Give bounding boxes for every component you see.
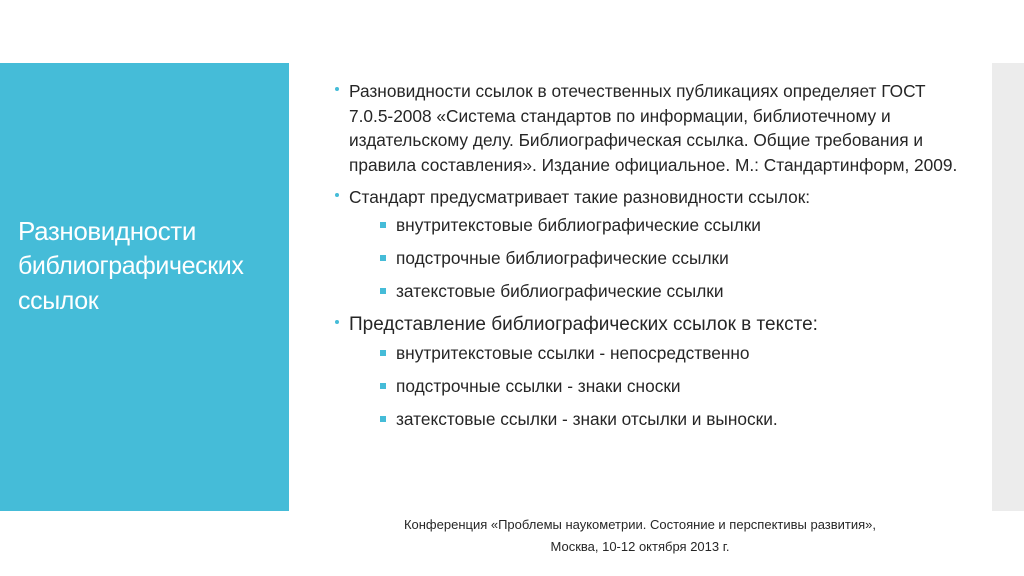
slide-title xyxy=(18,214,286,319)
sub-item-text: затекстовые ссылки - знаки отсылки и выноски. xyxy=(396,408,778,429)
square-bullet-icon xyxy=(380,416,386,422)
sub-item xyxy=(334,374,974,398)
sub-item-text: затекстовые библиографические ссылки xyxy=(396,280,724,301)
square-bullet-icon xyxy=(380,255,386,261)
square-bullet-icon xyxy=(380,288,386,294)
sub-item xyxy=(334,407,974,431)
sub-item-text: внутритекстовые ссылки - непосредственно xyxy=(396,342,750,363)
slide-title-line1: Разновидности xyxy=(18,216,196,246)
sub-item xyxy=(334,279,974,303)
footer-line2: Москва, 10-12 октября 2013 г. xyxy=(550,539,730,554)
bullet-dot-icon xyxy=(335,320,339,324)
bullet-dot-icon xyxy=(335,87,339,91)
square-bullet-icon xyxy=(380,350,386,356)
sub-list xyxy=(334,213,974,303)
sub-item-text: внутритекстовые библиографические ссылки xyxy=(396,214,761,235)
sub-list xyxy=(334,341,974,431)
sub-item-text: подстрочные ссылки - знаки сноски xyxy=(396,375,681,396)
sub-item xyxy=(334,341,974,365)
bullet-text: Стандарт предусматривает такие разновидности ссылок: xyxy=(349,187,811,207)
bullet-text: Представление библиографических ссылок в тексте: xyxy=(349,313,818,335)
slide-content xyxy=(334,79,974,440)
bullet-text: Разновидности ссылок в отечественных публикациях определяет ГОСТ 7.0.5-2008 «Система стандартов по информации, библиотечному и издательскому делу. Библиографическая ссылка. Общие требования и правила составления». Издание официальное. М.: Стандартинформ, 2009. xyxy=(349,81,958,175)
bullet-dot-icon xyxy=(335,193,339,197)
bullet-gost xyxy=(334,79,974,177)
sub-item-text: подстрочные библиографические ссылки xyxy=(396,247,729,268)
slide-footer xyxy=(300,514,980,558)
slide-title-line2: библиографических ссылок xyxy=(18,252,244,315)
bullet-representation xyxy=(334,312,974,431)
decorative-strip xyxy=(992,63,1024,511)
sub-item xyxy=(334,213,974,237)
footer-line1: Конференция «Проблемы наукометрии. Состояние и перспективы развития», xyxy=(403,517,877,532)
bullet-list xyxy=(334,79,974,431)
sub-item xyxy=(334,246,974,270)
square-bullet-icon xyxy=(380,383,386,389)
bullet-standard xyxy=(334,185,974,303)
square-bullet-icon xyxy=(380,222,386,228)
